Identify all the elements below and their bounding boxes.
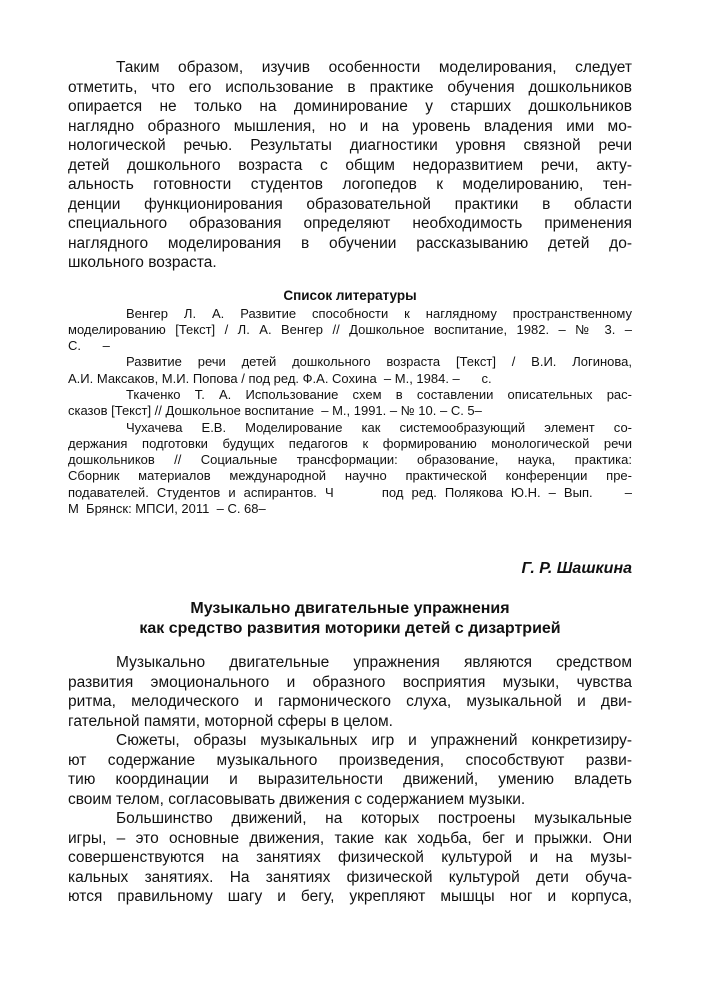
body-paragraph (68, 809, 632, 907)
references-list (68, 306, 632, 518)
text-line: наглядного моделирования в обучении рассказыванию детей до- (68, 234, 632, 252)
author-name: Г. Р. Шашкина (521, 560, 632, 578)
text-line: опирается не только на доминирование у старших дошкольников (68, 98, 632, 115)
text-line: М Брянск: МПСИ, 2011 – С. 68– (68, 501, 266, 517)
text-line: подавателей. Студентов и аспирантов. Ч под ред. Полякова Ю.Н. – Вып. – (68, 484, 632, 500)
reference-item (68, 306, 632, 355)
reference-item (68, 420, 632, 518)
text-line: специального образования определяют необходимость применения (68, 215, 632, 232)
text-line: Чухачева Е.В. Моделирование как системообразующий элемент со- (126, 419, 632, 435)
article-title-line: как средство развития моторики детей с дизартрией (139, 619, 561, 637)
text-line: игры, – это основные движения, такие как ходьба, бег и прыжки. Они (68, 829, 632, 847)
text-line: А.И. Максаков, М.И. Попова / под ред. Ф.А. Сохина – М., 1984. – с. (68, 370, 492, 386)
text-line: ют содержание музыкального произведения, способствуют разви- (68, 751, 632, 769)
text-line: детей дошкольного возраста с общим недоразвитием речи, акту- (68, 156, 632, 174)
text-line: гательной памяти, моторной сферы в целом. (68, 712, 393, 730)
text-line: Сборник материалов международной научно практической конференции пре- (68, 468, 632, 484)
text-line: держания подготовки будущих педагогов к формированию монологической речи (68, 435, 632, 451)
text-line: Музыкально двигательные упражнения являются средством (116, 654, 632, 672)
text-line: школьного возраста. (68, 254, 217, 271)
text-line: моделированию [Текст] / Л. А. Венгер // Дошкольное воспитание, 1982. – № 3. – (68, 321, 632, 337)
text-line: Развитие речи детей дошкольного возраста [Текст] / В.И. Логинова, (126, 354, 632, 370)
text-line: отметить, что его использование в практике обучения дошкольников (68, 78, 632, 96)
text-line: нологической речью. Результаты диагностики уровня связной речи (68, 137, 632, 154)
text-line: ются правильному шагу и бегу, укрепляют мышцы ног и корпуса, (68, 888, 632, 906)
references-heading: Список литературы (283, 287, 417, 303)
text-line: денции функционирования образовательной практики в области (68, 195, 632, 213)
body-paragraph (68, 653, 632, 731)
text-line: ритма, мелодического и гармонического слуха, музыкальной и дви- (68, 693, 632, 711)
text-line: Таким образом, изучив особенности моделирования, следует (116, 59, 632, 76)
text-line: дошкольников // Социальные трансформации: образование, наука, практика: (68, 452, 632, 468)
text-line: С. – (68, 338, 110, 354)
text-line: совершенствуются на занятиях физической культурой и на музы- (68, 849, 632, 867)
text-line: Большинство движений, на которых построены музыкальные (116, 810, 632, 828)
text-line: Венгер Л. А. Развитие способности к наглядному пространственному (126, 305, 632, 321)
text-line: наглядно образного мышления, но и на уровень владения ими мо- (68, 117, 632, 135)
text-line: тию координации и выразительности движений, умению владеть (68, 771, 632, 789)
text-line: развития эмоционального и образного восприятия музыки, чувства (68, 673, 632, 691)
article-title (68, 599, 632, 638)
text-line: альность готовности студентов логопедов к моделированию, тен- (68, 176, 632, 193)
text-line: Ткаченко Т. А. Использование схем в составлении описательных рас- (126, 386, 632, 402)
text-line: сказов [Текст] // Дошкольное воспитание – М., 1991. – № 10. – С. 5– (68, 403, 482, 419)
article-title-line: Музыкально двигательные упражнения (190, 600, 510, 618)
reference-item (68, 354, 632, 387)
intro-paragraph (68, 58, 632, 273)
reference-item (68, 387, 632, 420)
text-line: кальных занятиях. На занятиях физической культурой дети обуча- (68, 868, 632, 886)
text-line: своим телом, согласовывать движения с содержанием музыки. (68, 790, 526, 808)
text-line: Сюжеты, образы музыкальных игр и упражнений конкретизиру- (116, 732, 632, 750)
body-paragraph (68, 731, 632, 809)
